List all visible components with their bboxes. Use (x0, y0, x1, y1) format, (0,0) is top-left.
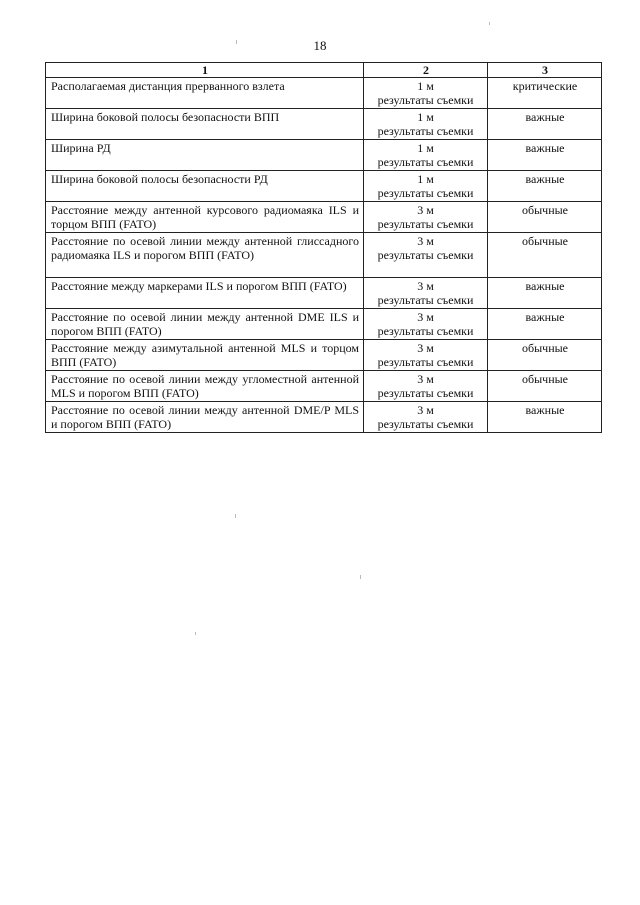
accuracy-value: 3 м (417, 341, 434, 355)
accuracy-value: 1 м (417, 141, 434, 155)
table-row (46, 171, 602, 202)
accuracy-value: 3 м (417, 203, 434, 217)
table-row (46, 109, 602, 140)
integrity-cell: обычные (488, 233, 602, 278)
scan-speck (195, 632, 196, 635)
accuracy-source: результаты съемки (377, 293, 474, 307)
parameter-cell: Ширина боковой полосы безопасности ВПП (46, 109, 364, 140)
parameter-cell: Расстояние по осевой линии между антенной DME/P MLS и порогом ВПП (FATO) (46, 402, 364, 433)
column-header-2: 2 (364, 63, 488, 78)
data-table (45, 62, 602, 433)
integrity-cell: важные (488, 402, 602, 433)
parameter-cell: Расстояние по осевой линии между антенной DME ILS и порогом ВПП (FATO) (46, 309, 364, 340)
integrity-cell: обычные (488, 371, 602, 402)
accuracy-value: 3 м (417, 403, 434, 417)
table-body (46, 78, 602, 433)
integrity-cell: важные (488, 109, 602, 140)
accuracy-value: 3 м (417, 279, 434, 293)
integrity-cell: важные (488, 278, 602, 309)
accuracy-value: 3 м (417, 234, 434, 248)
accuracy-value: 1 м (417, 79, 434, 93)
accuracy-value: 3 м (417, 310, 434, 324)
integrity-cell: критические (488, 78, 602, 109)
table-row (46, 340, 602, 371)
parameter-cell: Расстояние между азимутальной антенной MLS и торцом ВПП (FATO) (46, 340, 364, 371)
accuracy-source: результаты съемки (377, 217, 474, 231)
accuracy-cell (364, 402, 488, 433)
parameter-cell: Располагаемая дистанция прерванного взлета (46, 78, 364, 109)
integrity-cell: важные (488, 140, 602, 171)
table-row (46, 78, 602, 109)
accuracy-source: результаты съемки (377, 93, 474, 107)
accuracy-source: результаты съемки (377, 386, 474, 400)
accuracy-source: результаты съемки (377, 417, 474, 431)
table-row (46, 233, 602, 278)
accuracy-cell (364, 233, 488, 278)
accuracy-cell (364, 309, 488, 340)
accuracy-cell (364, 340, 488, 371)
scan-speck (489, 22, 490, 25)
accuracy-cell (364, 109, 488, 140)
accuracy-source: результаты съемки (377, 124, 474, 138)
accuracy-cell (364, 78, 488, 109)
accuracy-cell (364, 278, 488, 309)
accuracy-value: 1 м (417, 172, 434, 186)
table-row (46, 278, 602, 309)
scan-speck (236, 40, 237, 44)
accuracy-cell (364, 202, 488, 233)
table-row (46, 202, 602, 233)
accuracy-source: результаты съемки (377, 186, 474, 200)
column-header-1: 1 (46, 63, 364, 78)
integrity-cell: обычные (488, 202, 602, 233)
table-row (46, 402, 602, 433)
parameter-cell: Расстояние между антенной курсового радиомаяка ILS и торцом ВПП (FATO) (46, 202, 364, 233)
integrity-cell: важные (488, 171, 602, 202)
parameter-cell: Ширина РД (46, 140, 364, 171)
scan-speck (235, 514, 236, 518)
table-header (46, 63, 602, 78)
integrity-cell: обычные (488, 340, 602, 371)
accuracy-value: 3 м (417, 372, 434, 386)
accuracy-source: результаты съемки (377, 155, 474, 169)
column-header-3: 3 (488, 63, 602, 78)
accuracy-value: 1 м (417, 110, 434, 124)
integrity-cell: важные (488, 309, 602, 340)
table-row (46, 371, 602, 402)
accuracy-cell (364, 371, 488, 402)
accuracy-source: результаты съемки (377, 355, 474, 369)
accuracy-source: результаты съемки (377, 324, 474, 338)
parameter-cell: Ширина боковой полосы безопасности РД (46, 171, 364, 202)
accuracy-cell (364, 171, 488, 202)
parameter-cell: Расстояние по осевой линии между антенной глиссадного радиомаяка ILS и порогом ВПП (FATO) (46, 233, 364, 278)
scan-speck (360, 575, 361, 579)
parameter-cell: Расстояние по осевой линии между угломестной антенной MLS и порогом ВПП (FATO) (46, 371, 364, 402)
page-number: 18 (313, 38, 327, 53)
header-row (46, 63, 602, 78)
table-row (46, 309, 602, 340)
parameter-cell: Расстояние между маркерами ILS и порогом ВПП (FATO) (46, 278, 364, 309)
accuracy-source: результаты съемки (377, 248, 474, 262)
accuracy-cell (364, 140, 488, 171)
table-row (46, 140, 602, 171)
